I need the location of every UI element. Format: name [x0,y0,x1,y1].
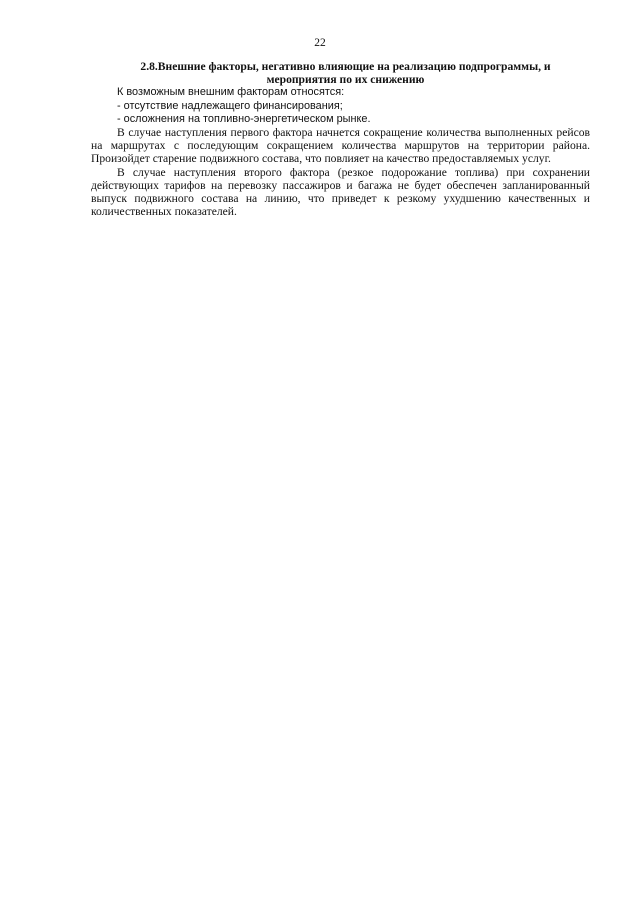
list-item: - отсутствие надлежащего финансирования; [117,99,343,112]
paragraph-first-factor: В случае наступления первого фактора начнется сокращение количества выполненных рейсов на маршрутах с последующим сокращением количества маршрутов на территории района. Произойдет старение подвижного состава, что повлияет на качество предоставляемых услуг. [91,126,590,166]
page-number: 22 [314,37,326,49]
paragraph-second-factor: В случае наступления второго фактора (резкое подорожание топлива) при сохранении действующих тарифов на перевозку пассажиров и багажа не будет обеспечен запланированный выпуск подвижного состава на линию, что приведет к резкому ухудшению качественных и количественных показателей. [91,165,590,219]
section-content [91,60,590,218]
intro-line: К возможным внешним факторам относятся: [117,86,345,99]
section-heading [91,60,590,86]
list-item: - осложнения на топливно-энергетическом рынке. [117,112,371,125]
section-heading-line-2: мероприятия по их снижению [266,73,425,87]
section-heading-line-1: 2.8.Внешние факторы, негативно влияющие на реализацию подпрограммы, и [140,60,551,73]
